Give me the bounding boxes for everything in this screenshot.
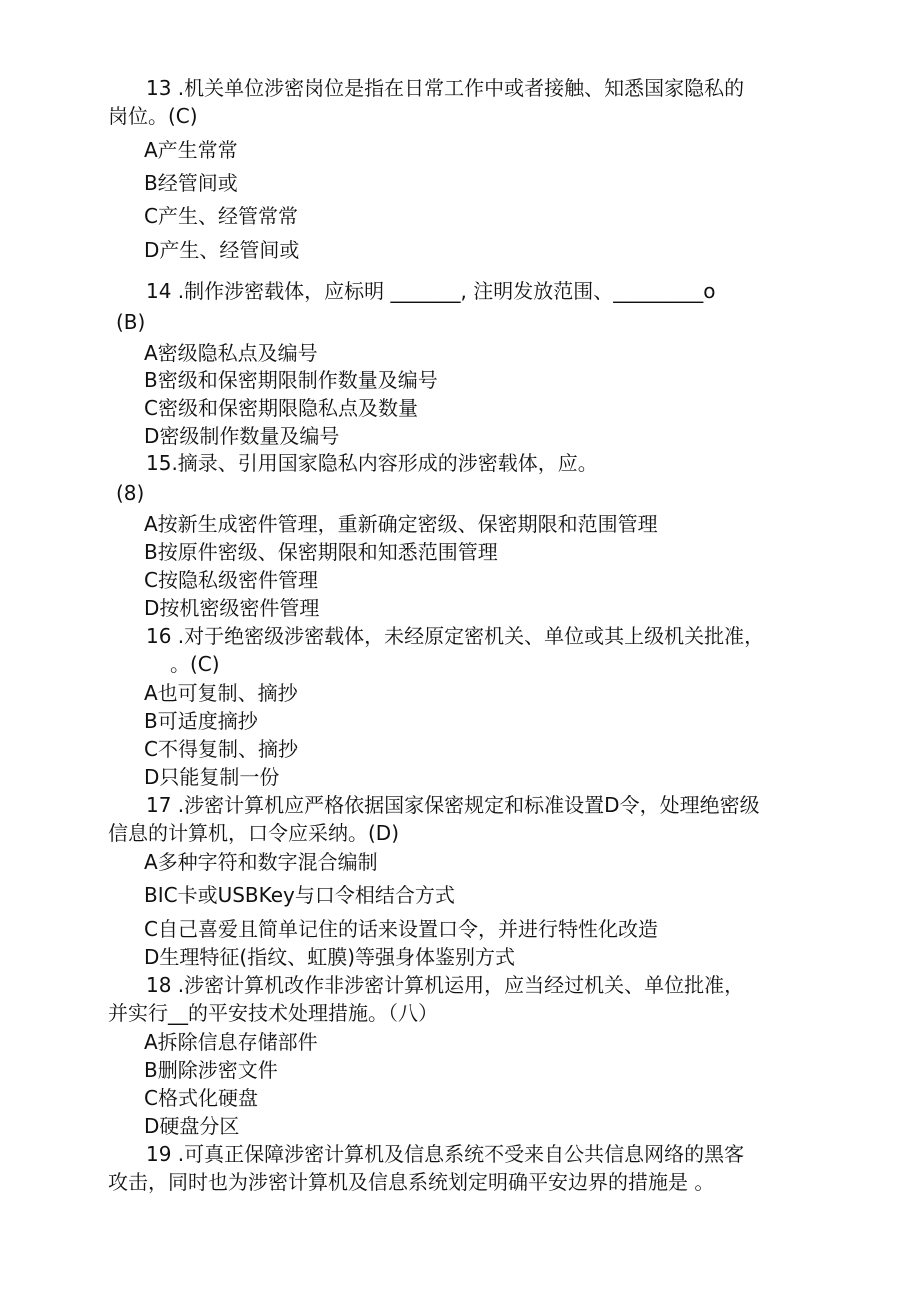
option-18-c: C格式化硬盘 bbox=[144, 1086, 258, 1110]
question-15-answer: (8) bbox=[116, 481, 145, 505]
option-13-d: D产生、经管间或 bbox=[144, 238, 300, 262]
question-16-line-1: 16 .对于绝密级涉密载体，未经原定密机关、单位或其上级机关批准， bbox=[146, 624, 765, 648]
option-15-d: D按机密级密件管理 bbox=[144, 596, 320, 620]
question-14-answer: (B) bbox=[116, 310, 146, 334]
option-16-d: D只能复制一份 bbox=[144, 765, 280, 789]
option-18-d: D硬盘分区 bbox=[144, 1114, 240, 1138]
question-19-line-1: 19 .可真正保障涉密计算机及信息系统不受来自公共信息网络的黑客 bbox=[146, 1142, 745, 1166]
option-14-b: B密级和保密期限制作数量及编号 bbox=[144, 368, 438, 392]
option-17-b: BIC卡或USBKey与口令相结合方式 bbox=[144, 883, 455, 907]
option-15-a: A按新生成密件管理，重新确定密级、保密期限和范围管理 bbox=[144, 512, 658, 536]
question-17-line-1: 17 .涉密计算机应严格依据国家保密规定和标准设置D令，处理绝密级 bbox=[146, 793, 760, 817]
question-18-line-1: 18 .涉密计算机改作非涉密计算机运用，应当经过机关、单位批准， bbox=[146, 973, 745, 997]
option-13-b: B经管间或 bbox=[144, 171, 238, 195]
option-17-d: D生理特征(指纹、虹膜)等强身体鉴别方式 bbox=[144, 945, 516, 969]
question-14-line-1: 14 .制作涉密载体，应标明 _______, 注明发放范围、_________o bbox=[146, 279, 716, 303]
question-17-line-2: 信息的计算机，口令应采纳。(D) bbox=[108, 821, 400, 845]
option-17-c: C自己喜爱且简单记住的话来设置口令，并进行特性化改造 bbox=[144, 917, 658, 941]
question-19-line-2: 攻击，同时也为涉密计算机及信息系统划定明确平安边界的措施是 。 bbox=[108, 1170, 715, 1194]
option-17-a: A多种字符和数字混合编制 bbox=[144, 850, 378, 874]
question-16-line-2: 。(C) bbox=[170, 652, 220, 676]
question-13-line-2: 岗位。(C) bbox=[108, 104, 198, 128]
option-18-a: A拆除信息存储部件 bbox=[144, 1030, 318, 1054]
option-16-a: A也可复制、摘抄 bbox=[144, 681, 298, 705]
option-16-c: C不得复制、摘抄 bbox=[144, 737, 298, 761]
option-18-b: B删除涉密文件 bbox=[144, 1058, 278, 1082]
question-15-line-1: 15.摘录、引用国家隐私内容形成的涉密载体，应。 bbox=[146, 451, 598, 475]
option-13-c: C产生、经管常常 bbox=[144, 204, 298, 228]
question-13-line-1: 13 .机关单位涉密岗位是指在日常工作中或者接触、知悉国家隐私的 bbox=[146, 76, 745, 100]
option-15-b: B按原件密级、保密期限和知悉范围管理 bbox=[144, 540, 498, 564]
option-13-a: A产生常常 bbox=[144, 138, 238, 162]
option-15-c: C按隐私级密件管理 bbox=[144, 568, 318, 592]
option-14-a: A密级隐私点及编号 bbox=[144, 341, 318, 365]
option-14-c: C密级和保密期限隐私点及数量 bbox=[144, 396, 418, 420]
option-14-d: D密级制作数量及编号 bbox=[144, 424, 340, 448]
option-16-b: B可适度摘抄 bbox=[144, 709, 258, 733]
question-18-line-2: 并实行__的平安技术处理措施。（八） bbox=[108, 1001, 438, 1025]
